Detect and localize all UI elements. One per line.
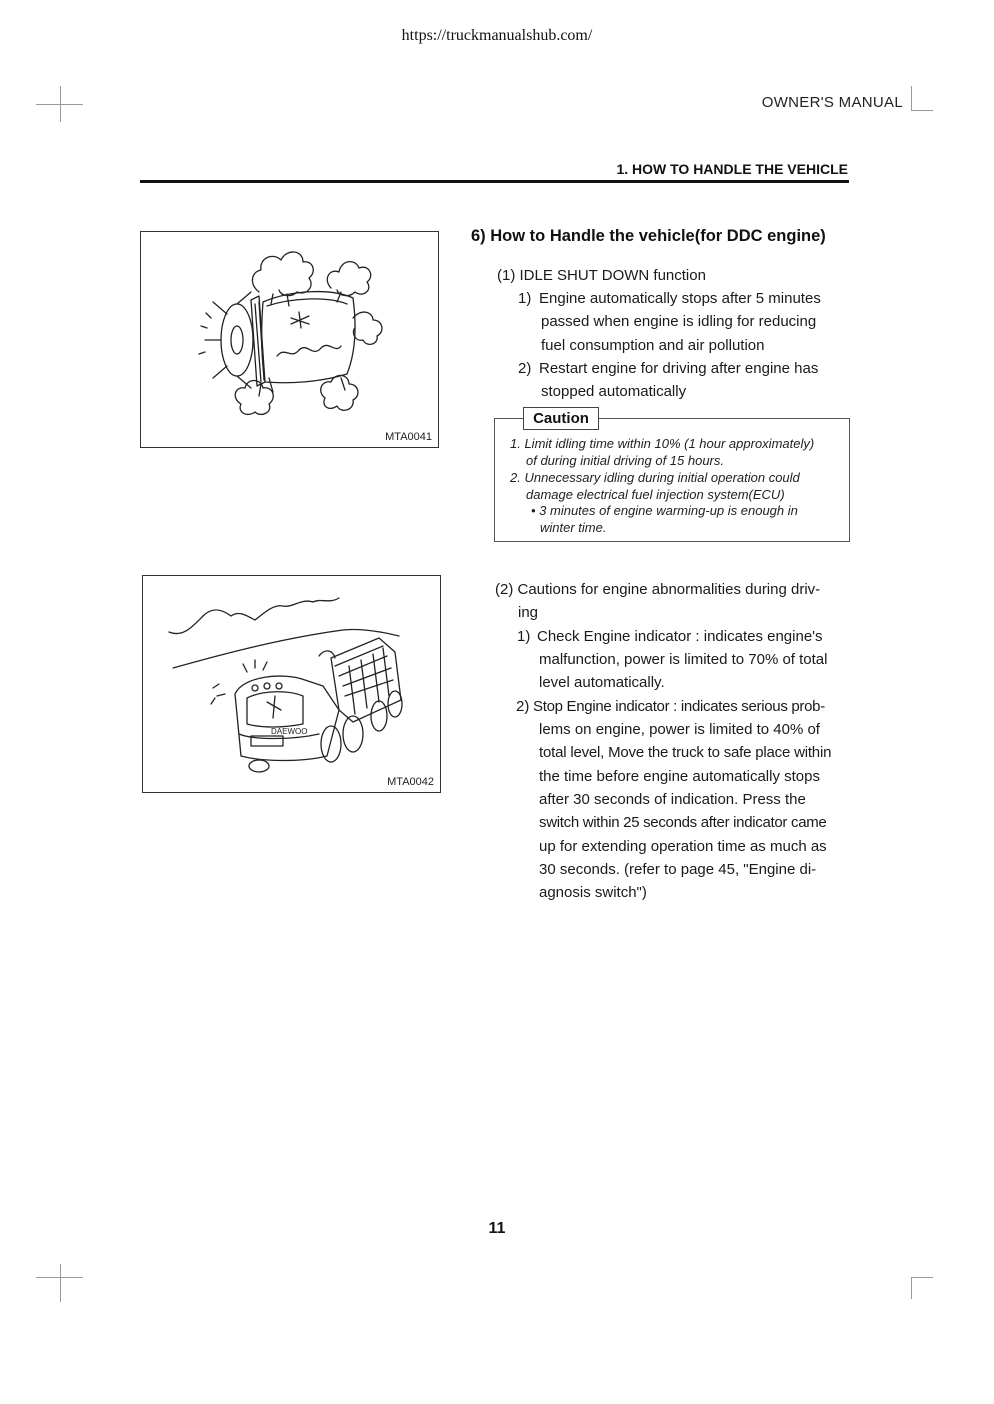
abnormal-item-1-line: level automatically. xyxy=(539,674,665,691)
idle-item-1-line: Engine automatically stops after 5 minutes xyxy=(539,290,821,307)
abnormal-item-1-number: 1) xyxy=(517,628,531,645)
abnormal-title-line: (2) Cautions for engine abnormalities during driv- xyxy=(495,581,821,598)
idle-item-1-line: passed when engine is idling for reducing xyxy=(541,313,817,330)
page-number: 11 xyxy=(488,1220,506,1237)
source-url[interactable]: https://truckmanualshub.com/ xyxy=(401,27,593,44)
abnormal-item-1-line: Check Engine indicator : indicates engine's xyxy=(537,628,823,645)
abnormal-item-2-line: Stop Engine indicator : indicates serious prob- xyxy=(533,698,825,715)
caution-line: damage electrical fuel injection system(ECU) xyxy=(526,487,785,502)
figure-code: MTA0042 xyxy=(387,776,434,788)
section-title: 1. HOW TO HANDLE THE VEHICLE xyxy=(616,161,848,177)
header-rule xyxy=(140,180,849,183)
caution-line: 1. Limit idling time within 10% (1 hour approximately) xyxy=(510,436,815,451)
idle-item-2-number: 2) xyxy=(518,360,532,377)
abnormal-item-2-line: agnosis switch") xyxy=(539,884,647,901)
crop-mark-bottom-right xyxy=(911,1277,912,1299)
idle-title: (1) IDLE SHUT DOWN function xyxy=(497,267,706,284)
crop-mark-top-right-h xyxy=(911,110,933,111)
caution-line: of during initial driving of 15 hours. xyxy=(526,453,725,468)
caution-line: • 3 minutes of engine warming-up is enough in xyxy=(531,503,798,518)
abnormal-item-2-line: switch within 25 seconds after indicator came xyxy=(539,814,827,831)
abnormal-title-line: ing xyxy=(518,604,539,621)
abnormal-item-2-line: total level, Move the truck to safe place within xyxy=(539,744,832,761)
abnormal-item-1-line: malfunction, power is limited to 70% of total xyxy=(539,651,828,668)
figure-dump-truck xyxy=(142,575,441,793)
abnormal-item-2-line: the time before engine automatically stops xyxy=(539,768,820,785)
caution-label: Caution xyxy=(523,407,599,430)
abnormal-item-2-number: 2) xyxy=(516,698,530,715)
caution-line: winter time. xyxy=(540,520,607,535)
abnormal-item-2-line: lems on engine, power is limited to 40% of xyxy=(539,721,820,738)
crop-mark-top-left-h xyxy=(36,104,83,105)
figure-code: MTA0041 xyxy=(385,431,432,443)
engine-overheating-illustration xyxy=(141,232,438,447)
crop-mark-bottom-left-h xyxy=(36,1277,83,1278)
figure-engine-overheating xyxy=(140,231,439,448)
crop-mark-bottom-left xyxy=(60,1264,61,1302)
manual-title: OWNER'S MANUAL xyxy=(761,94,903,111)
idle-item-2-line: stopped automatically xyxy=(541,383,687,400)
idle-item-1-line: fuel consumption and air pollution xyxy=(541,337,765,354)
abnormal-item-2-line: after 30 seconds of indication. Press the xyxy=(539,791,806,808)
dump-truck-illustration xyxy=(143,576,440,792)
subsection-heading: 6) How to Handle the vehicle(for DDC engine) xyxy=(471,227,826,245)
crop-mark-top-right xyxy=(911,86,912,110)
caution-line: 2. Unnecessary idling during initial operation could xyxy=(510,470,800,485)
idle-item-1-number: 1) xyxy=(518,290,532,307)
abnormal-item-2-line: 30 seconds. (refer to page 45, "Engine di- xyxy=(539,861,817,878)
truck-lettering: DAEWOO xyxy=(271,727,308,736)
abnormal-item-2-line: up for extending operation time as much as xyxy=(539,838,827,855)
crop-mark-bottom-right-h xyxy=(911,1277,933,1278)
idle-item-2-line: Restart engine for driving after engine has xyxy=(539,360,819,377)
